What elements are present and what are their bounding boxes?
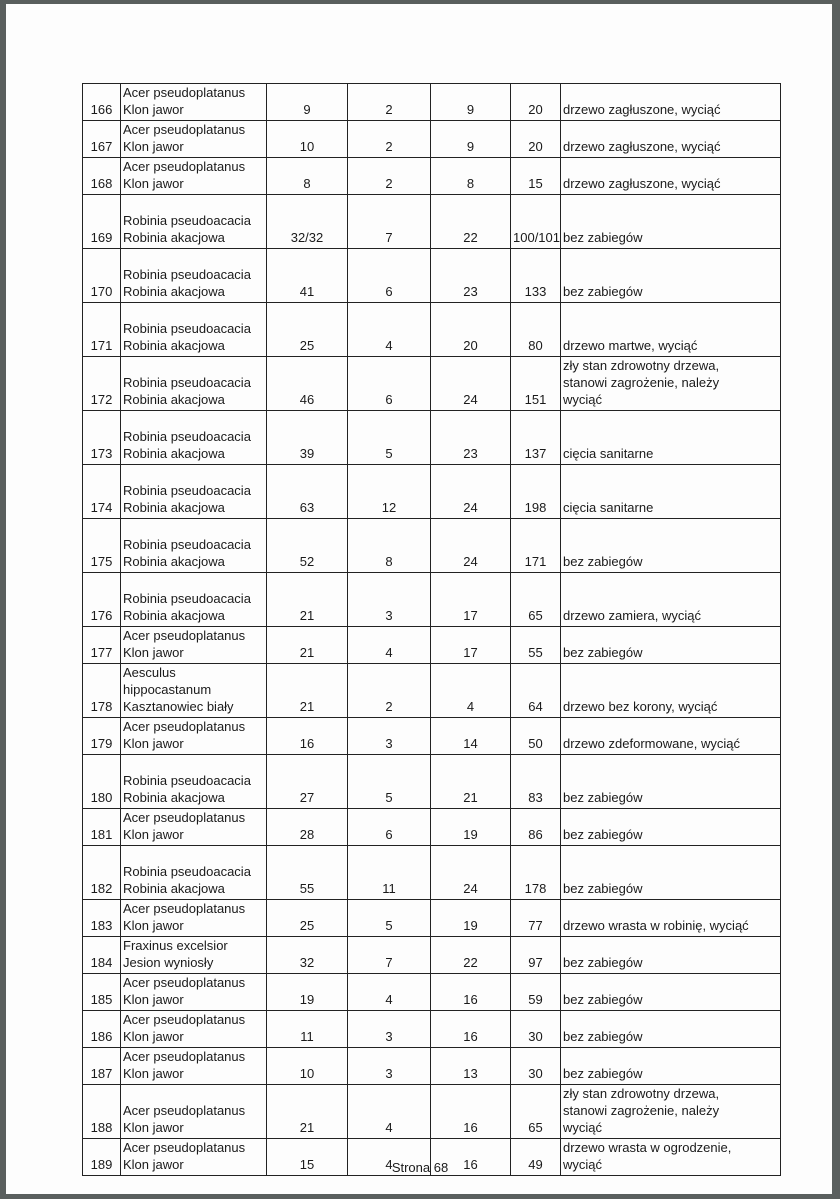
measure-3-cell: 13 bbox=[431, 1048, 511, 1085]
measure-1-cell: 10 bbox=[267, 1048, 348, 1085]
remarks-cell: bez zabiegów bbox=[561, 1048, 781, 1085]
table-row bbox=[83, 627, 781, 664]
species-cell: Acer pseudoplatanus Klon jawor bbox=[121, 974, 267, 1011]
species-cell: Fraxinus excelsior Jesion wyniosły bbox=[121, 937, 267, 974]
remarks-cell: bez zabiegów bbox=[561, 755, 781, 809]
tree-number-cell: 167 bbox=[83, 121, 121, 158]
tree-inventory-table bbox=[82, 83, 781, 1176]
species-cell: Acer pseudoplatanus Klon jawor bbox=[121, 1048, 267, 1085]
measure-3-cell: 20 bbox=[431, 303, 511, 357]
measure-2-cell: 5 bbox=[348, 755, 431, 809]
tree-number-cell: 182 bbox=[83, 846, 121, 900]
measure-1-cell: 28 bbox=[267, 809, 348, 846]
table-row bbox=[83, 465, 781, 519]
remarks-cell: drzewo bez korony, wyciąć bbox=[561, 664, 781, 718]
measure-4-cell: 15 bbox=[511, 158, 561, 195]
species-cell: Acer pseudoplatanus Klon jawor bbox=[121, 1085, 267, 1139]
species-cell: Robinia pseudoacacia Robinia akacjowa bbox=[121, 465, 267, 519]
remarks-cell: bez zabiegów bbox=[561, 937, 781, 974]
measure-1-cell: 11 bbox=[267, 1011, 348, 1048]
measure-3-cell: 8 bbox=[431, 158, 511, 195]
tree-number-cell: 174 bbox=[83, 465, 121, 519]
tree-number-cell: 170 bbox=[83, 249, 121, 303]
table-row bbox=[83, 809, 781, 846]
measure-2-cell: 2 bbox=[348, 664, 431, 718]
remarks-cell: cięcia sanitarne bbox=[561, 465, 781, 519]
species-cell: Robinia pseudoacacia Robinia akacjowa bbox=[121, 519, 267, 573]
remarks-cell: zły stan zdrowotny drzewa, stanowi zagrożenie, należy wyciąć bbox=[561, 357, 781, 411]
table-row bbox=[83, 121, 781, 158]
measure-2-cell: 3 bbox=[348, 1048, 431, 1085]
measure-3-cell: 14 bbox=[431, 718, 511, 755]
table-body bbox=[83, 84, 781, 1176]
measure-3-cell: 23 bbox=[431, 249, 511, 303]
measure-2-cell: 4 bbox=[348, 1139, 431, 1176]
table-row bbox=[83, 303, 781, 357]
remarks-cell: cięcia sanitarne bbox=[561, 411, 781, 465]
measure-3-cell: 17 bbox=[431, 573, 511, 627]
measure-3-cell: 24 bbox=[431, 465, 511, 519]
remarks-cell: drzewo zdeformowane, wyciąć bbox=[561, 718, 781, 755]
measure-2-cell: 4 bbox=[348, 974, 431, 1011]
measure-1-cell: 21 bbox=[267, 573, 348, 627]
measure-3-cell: 24 bbox=[431, 357, 511, 411]
species-cell: Robinia pseudoacacia Robinia akacjowa bbox=[121, 755, 267, 809]
measure-3-cell: 24 bbox=[431, 519, 511, 573]
tree-number-cell: 171 bbox=[83, 303, 121, 357]
measure-3-cell: 21 bbox=[431, 755, 511, 809]
tree-number-cell: 189 bbox=[83, 1139, 121, 1176]
page-number: Strona 68 bbox=[391, 1160, 449, 1175]
tree-number-cell: 184 bbox=[83, 937, 121, 974]
tree-number-cell: 188 bbox=[83, 1085, 121, 1139]
measure-4-cell: 80 bbox=[511, 303, 561, 357]
remarks-cell: bez zabiegów bbox=[561, 627, 781, 664]
remarks-cell: bez zabiegów bbox=[561, 1011, 781, 1048]
table-row bbox=[83, 1011, 781, 1048]
measure-1-cell: 39 bbox=[267, 411, 348, 465]
tree-number-cell: 177 bbox=[83, 627, 121, 664]
table-row bbox=[83, 718, 781, 755]
table-row bbox=[83, 158, 781, 195]
table-row bbox=[83, 519, 781, 573]
measure-1-cell: 9 bbox=[267, 84, 348, 121]
measure-3-cell: 9 bbox=[431, 84, 511, 121]
measure-3-cell: 16 bbox=[431, 1139, 511, 1176]
species-cell: Acer pseudoplatanus Klon jawor bbox=[121, 627, 267, 664]
measure-2-cell: 11 bbox=[348, 846, 431, 900]
measure-3-cell: 16 bbox=[431, 1085, 511, 1139]
measure-2-cell: 5 bbox=[348, 411, 431, 465]
species-cell: Robinia pseudoacacia Robinia akacjowa bbox=[121, 195, 267, 249]
measure-1-cell: 10 bbox=[267, 121, 348, 158]
measure-4-cell: 100/101 bbox=[511, 195, 561, 249]
measure-4-cell: 59 bbox=[511, 974, 561, 1011]
table-row bbox=[83, 900, 781, 937]
measure-2-cell: 2 bbox=[348, 84, 431, 121]
measure-4-cell: 64 bbox=[511, 664, 561, 718]
remarks-cell: bez zabiegów bbox=[561, 195, 781, 249]
tree-number-cell: 187 bbox=[83, 1048, 121, 1085]
measure-1-cell: 21 bbox=[267, 627, 348, 664]
measure-2-cell: 3 bbox=[348, 718, 431, 755]
measure-2-cell: 6 bbox=[348, 809, 431, 846]
species-cell: Robinia pseudoacacia Robinia akacjowa bbox=[121, 846, 267, 900]
measure-4-cell: 30 bbox=[511, 1011, 561, 1048]
measure-1-cell: 21 bbox=[267, 664, 348, 718]
measure-4-cell: 77 bbox=[511, 900, 561, 937]
species-cell: Robinia pseudoacacia Robinia akacjowa bbox=[121, 357, 267, 411]
tree-number-cell: 176 bbox=[83, 573, 121, 627]
table-row bbox=[83, 755, 781, 809]
measure-4-cell: 198 bbox=[511, 465, 561, 519]
tree-number-cell: 178 bbox=[83, 664, 121, 718]
measure-2-cell: 6 bbox=[348, 357, 431, 411]
measure-3-cell: 16 bbox=[431, 1011, 511, 1048]
species-cell: Acer pseudoplatanus Klon jawor bbox=[121, 900, 267, 937]
measure-2-cell: 8 bbox=[348, 519, 431, 573]
remarks-cell: bez zabiegów bbox=[561, 846, 781, 900]
measure-1-cell: 21 bbox=[267, 1085, 348, 1139]
measure-1-cell: 25 bbox=[267, 900, 348, 937]
remarks-cell: bez zabiegów bbox=[561, 974, 781, 1011]
measure-2-cell: 6 bbox=[348, 249, 431, 303]
remarks-cell: bez zabiegów bbox=[561, 809, 781, 846]
species-cell: Robinia pseudoacacia Robinia akacjowa bbox=[121, 249, 267, 303]
table-row bbox=[83, 84, 781, 121]
measure-3-cell: 24 bbox=[431, 846, 511, 900]
measure-1-cell: 19 bbox=[267, 974, 348, 1011]
remarks-cell: drzewo zagłuszone, wyciąć bbox=[561, 84, 781, 121]
measure-3-cell: 22 bbox=[431, 195, 511, 249]
measure-1-cell: 8 bbox=[267, 158, 348, 195]
measure-2-cell: 4 bbox=[348, 303, 431, 357]
measure-3-cell: 23 bbox=[431, 411, 511, 465]
measure-1-cell: 63 bbox=[267, 465, 348, 519]
species-cell: Acer pseudoplatanus Klon jawor bbox=[121, 1011, 267, 1048]
measure-2-cell: 7 bbox=[348, 937, 431, 974]
remarks-cell: drzewo wrasta w ogrodzenie, wyciąć bbox=[561, 1139, 781, 1176]
measure-1-cell: 32 bbox=[267, 937, 348, 974]
tree-number-cell: 186 bbox=[83, 1011, 121, 1048]
measure-1-cell: 52 bbox=[267, 519, 348, 573]
tree-number-cell: 183 bbox=[83, 900, 121, 937]
measure-4-cell: 50 bbox=[511, 718, 561, 755]
species-cell: Acer pseudoplatanus Klon jawor bbox=[121, 718, 267, 755]
remarks-cell: drzewo zagłuszone, wyciąć bbox=[561, 158, 781, 195]
measure-3-cell: 22 bbox=[431, 937, 511, 974]
measure-2-cell: 5 bbox=[348, 900, 431, 937]
tree-number-cell: 179 bbox=[83, 718, 121, 755]
measure-4-cell: 49 bbox=[511, 1139, 561, 1176]
table-row bbox=[83, 195, 781, 249]
measure-4-cell: 137 bbox=[511, 411, 561, 465]
measure-4-cell: 65 bbox=[511, 573, 561, 627]
tree-number-cell: 172 bbox=[83, 357, 121, 411]
species-cell: Acer pseudoplatanus Klon jawor bbox=[121, 84, 267, 121]
tree-number-cell: 173 bbox=[83, 411, 121, 465]
tree-number-cell: 168 bbox=[83, 158, 121, 195]
remarks-cell: drzewo zamiera, wyciąć bbox=[561, 573, 781, 627]
tree-number-cell: 166 bbox=[83, 84, 121, 121]
table-row bbox=[83, 974, 781, 1011]
measure-1-cell: 27 bbox=[267, 755, 348, 809]
measure-3-cell: 9 bbox=[431, 121, 511, 158]
species-cell: Acer pseudoplatanus Klon jawor bbox=[121, 121, 267, 158]
measure-1-cell: 32/32 bbox=[267, 195, 348, 249]
measure-1-cell: 46 bbox=[267, 357, 348, 411]
measure-4-cell: 83 bbox=[511, 755, 561, 809]
species-cell: Robinia pseudoacacia Robinia akacjowa bbox=[121, 303, 267, 357]
measure-1-cell: 16 bbox=[267, 718, 348, 755]
measure-2-cell: 4 bbox=[348, 1085, 431, 1139]
table-row bbox=[83, 411, 781, 465]
tree-number-cell: 175 bbox=[83, 519, 121, 573]
table-row bbox=[83, 357, 781, 411]
measure-4-cell: 97 bbox=[511, 937, 561, 974]
measure-4-cell: 171 bbox=[511, 519, 561, 573]
measure-4-cell: 20 bbox=[511, 121, 561, 158]
table-row bbox=[83, 937, 781, 974]
species-cell: Aesculus hippocastanum Kasztanowiec biały bbox=[121, 664, 267, 718]
measure-4-cell: 86 bbox=[511, 809, 561, 846]
remarks-cell: zły stan zdrowotny drzewa, stanowi zagrożenie, należy wyciąć bbox=[561, 1085, 781, 1139]
measure-4-cell: 30 bbox=[511, 1048, 561, 1085]
measure-4-cell: 55 bbox=[511, 627, 561, 664]
species-cell: Robinia pseudoacacia Robinia akacjowa bbox=[121, 411, 267, 465]
measure-1-cell: 25 bbox=[267, 303, 348, 357]
remarks-cell: bez zabiegów bbox=[561, 519, 781, 573]
measure-1-cell: 15 bbox=[267, 1139, 348, 1176]
measure-1-cell: 55 bbox=[267, 846, 348, 900]
measure-3-cell: 4 bbox=[431, 664, 511, 718]
measure-4-cell: 65 bbox=[511, 1085, 561, 1139]
tree-number-cell: 181 bbox=[83, 809, 121, 846]
measure-1-cell: 41 bbox=[267, 249, 348, 303]
measure-3-cell: 19 bbox=[431, 809, 511, 846]
species-cell: Acer pseudoplatanus Klon jawor bbox=[121, 809, 267, 846]
remarks-cell: drzewo wrasta w robinię, wyciąć bbox=[561, 900, 781, 937]
table-row bbox=[83, 1048, 781, 1085]
measure-3-cell: 19 bbox=[431, 900, 511, 937]
measure-4-cell: 151 bbox=[511, 357, 561, 411]
table-row bbox=[83, 846, 781, 900]
table-row bbox=[83, 573, 781, 627]
species-cell: Acer pseudoplatanus Klon jawor bbox=[121, 1139, 267, 1176]
measure-2-cell: 12 bbox=[348, 465, 431, 519]
measure-3-cell: 17 bbox=[431, 627, 511, 664]
remarks-cell: drzewo zagłuszone, wyciąć bbox=[561, 121, 781, 158]
tree-number-cell: 185 bbox=[83, 974, 121, 1011]
table-row bbox=[83, 664, 781, 718]
remarks-cell: bez zabiegów bbox=[561, 249, 781, 303]
measure-4-cell: 20 bbox=[511, 84, 561, 121]
measure-2-cell: 3 bbox=[348, 573, 431, 627]
remarks-cell: drzewo martwe, wyciąć bbox=[561, 303, 781, 357]
measure-2-cell: 3 bbox=[348, 1011, 431, 1048]
tree-number-cell: 169 bbox=[83, 195, 121, 249]
table-row bbox=[83, 249, 781, 303]
measure-2-cell: 2 bbox=[348, 158, 431, 195]
species-cell: Acer pseudoplatanus Klon jawor bbox=[121, 158, 267, 195]
table-row bbox=[83, 1085, 781, 1139]
measure-2-cell: 2 bbox=[348, 121, 431, 158]
measure-4-cell: 178 bbox=[511, 846, 561, 900]
measure-2-cell: 7 bbox=[348, 195, 431, 249]
species-cell: Robinia pseudoacacia Robinia akacjowa bbox=[121, 573, 267, 627]
measure-2-cell: 4 bbox=[348, 627, 431, 664]
measure-4-cell: 133 bbox=[511, 249, 561, 303]
measure-3-cell: 16 bbox=[431, 974, 511, 1011]
tree-number-cell: 180 bbox=[83, 755, 121, 809]
